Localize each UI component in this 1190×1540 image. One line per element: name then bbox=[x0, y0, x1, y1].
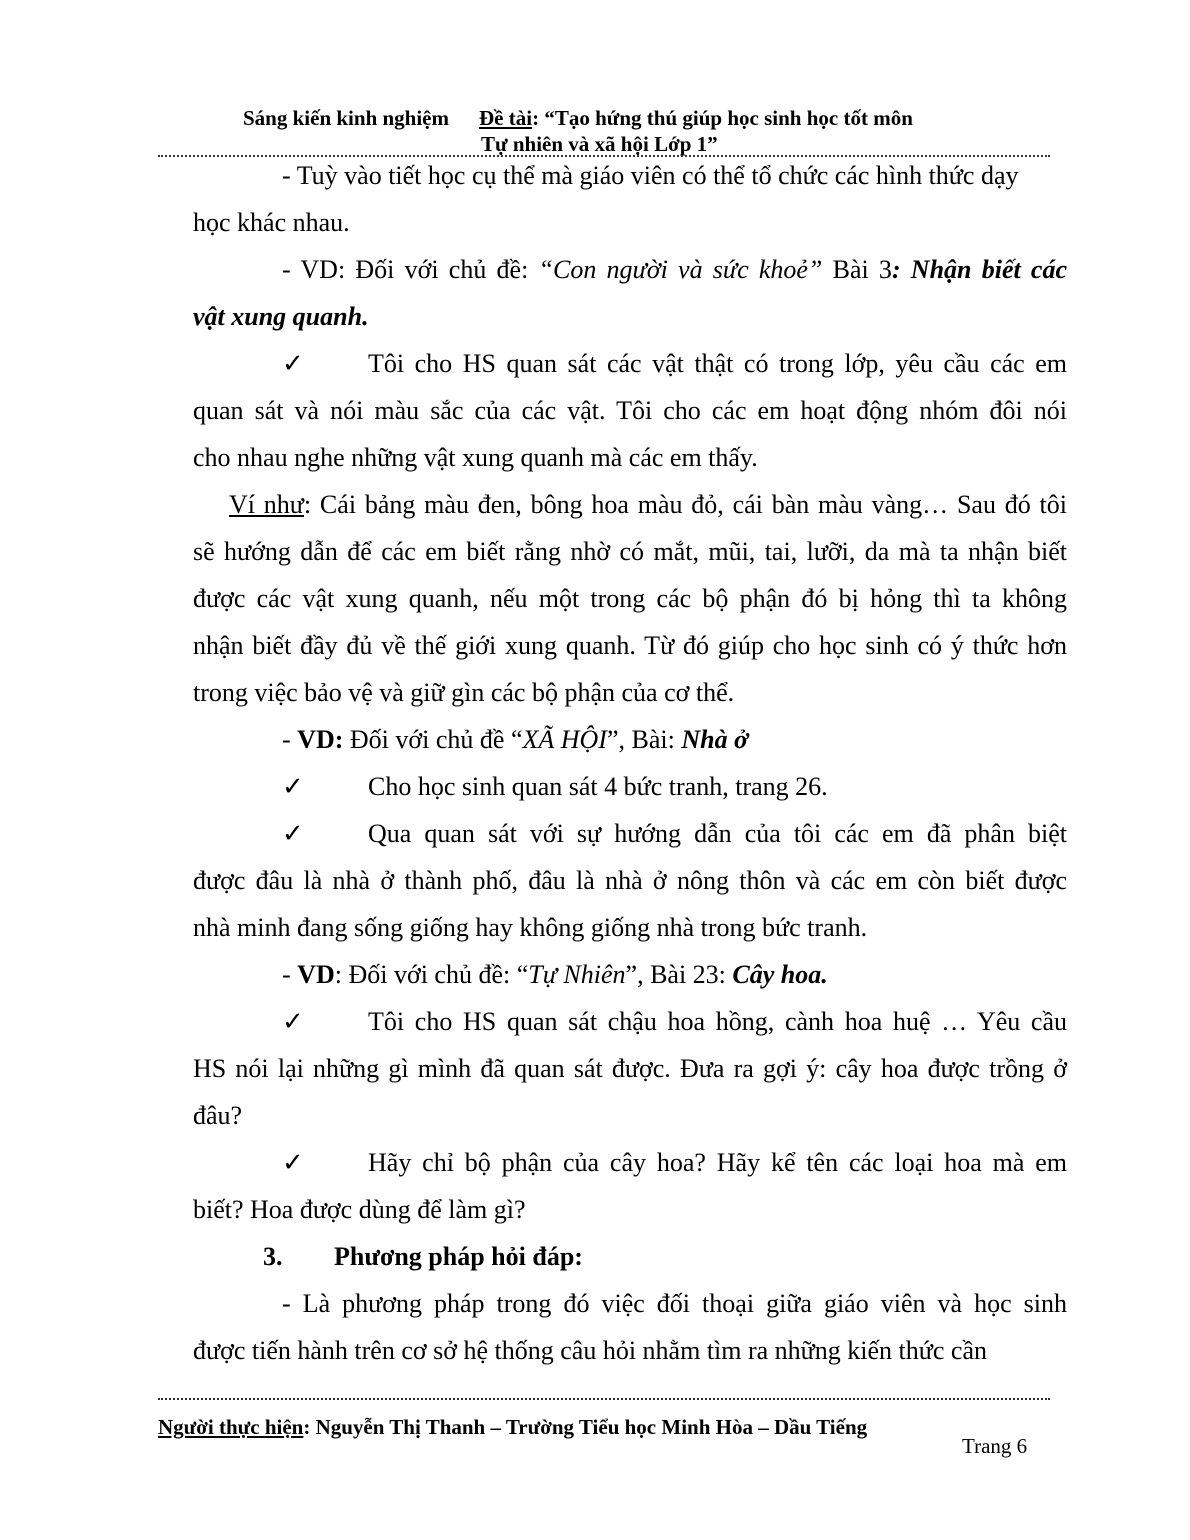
line-07: cho nhau nghe những vật xung quanh mà các em thấy. bbox=[193, 443, 758, 472]
section-number: 3. bbox=[263, 1242, 283, 1271]
line-02: học khác nhau. bbox=[193, 208, 350, 237]
line-09: sẽ hướng dẫn để các em biết rằng nhờ có mắt, mũi, tai, lưỡi, da mà ta nhận biết bbox=[193, 537, 1067, 566]
line-20: HS nói lại những gì mình đã quan sát được. Đưa ra gợi ý: cây hoa được trồng ở bbox=[193, 1054, 1067, 1083]
check-icon: ✓ bbox=[282, 1007, 304, 1036]
line-01: - Tuỳ vào tiết học cụ thể mà giáo viên có thể tổ chức các hình thức dạy bbox=[282, 161, 1019, 190]
line-03-title: : Nhận biết các bbox=[891, 255, 1068, 284]
footer-author-text: : Nguyễn Thị Thanh – Trường Tiểu học Minh Hòa – Dầu Tiếng bbox=[303, 1415, 868, 1439]
line-17: nhà minh đang sống giống hay không giống nhà trong bức tranh. bbox=[193, 913, 868, 942]
footer-divider bbox=[158, 1398, 1050, 1400]
line-08-label: Ví như bbox=[229, 490, 304, 519]
footer-author-label: Người thực hiện bbox=[158, 1415, 304, 1439]
header-line-1 bbox=[243, 106, 913, 131]
line-18-title: Cây hoa. bbox=[732, 960, 828, 989]
line-12: trong việc bảo vệ và giữ gìn các bộ phận của cơ thể. bbox=[193, 678, 735, 707]
line-16: được đâu là nhà ở thành phố, đâu là nhà ở nông thôn và các em còn biết được bbox=[193, 866, 1067, 895]
page-number: Trang 6 bbox=[962, 1434, 1028, 1458]
line-18 bbox=[282, 960, 828, 990]
line-23: biết? Hoa được dùng để làm gì? bbox=[193, 1195, 526, 1224]
line-08 bbox=[229, 490, 1067, 520]
line-21: đâu? bbox=[193, 1101, 243, 1130]
line-18-dash: - bbox=[282, 960, 298, 989]
line-13-text: Đối với chủ đề “ bbox=[343, 725, 523, 754]
line-03 bbox=[282, 255, 1067, 285]
line-18-lesson: ”, Bài 23: bbox=[625, 960, 733, 989]
footer-author bbox=[158, 1415, 867, 1440]
section-title: Phương pháp hỏi đáp: bbox=[334, 1242, 583, 1271]
line-11: nhận biết đầy đủ về thế giới xung quanh. Từ đó giúp cho học sinh có ý thức hơn bbox=[193, 631, 1067, 660]
line-03-topic: “Con người và sức khoẻ” bbox=[538, 255, 823, 284]
check-icon: ✓ bbox=[282, 1148, 304, 1177]
header-divider bbox=[158, 155, 1050, 157]
header-topic-label: Đề tài bbox=[479, 106, 533, 130]
line-26: được tiến hành trên cơ sở hệ thống câu hỏi nhằm tìm ra những kiến thức cần bbox=[193, 1336, 987, 1365]
line-13-dash: - bbox=[282, 725, 298, 754]
line-13-vd: VD: bbox=[297, 725, 344, 754]
line-03-prefix: - VD: Đối với chủ đề: bbox=[282, 255, 539, 284]
check-icon: ✓ bbox=[282, 819, 304, 848]
line-13-title: Nhà ở bbox=[681, 725, 749, 754]
line-13-topic: XÃ HỘI bbox=[522, 725, 607, 754]
line-10: được các vật xung quanh, nếu một trong các bộ phận đó bị hỏng thì ta không bbox=[193, 584, 1067, 613]
line-06: quan sát và nói màu sắc của các vật. Tôi cho các em hoạt động nhóm đôi nói bbox=[193, 396, 1067, 425]
line-19: Tôi cho HS quan sát chậu hoa hồng, cành hoa huệ … Yêu cầu bbox=[368, 1007, 1067, 1036]
line-18-vd: VD bbox=[297, 960, 335, 989]
check-icon: ✓ bbox=[282, 772, 304, 801]
line-18-topic: Tự Nhiên bbox=[528, 960, 626, 989]
line-13 bbox=[282, 725, 748, 755]
line-14: Cho học sinh quan sát 4 bức tranh, trang 26. bbox=[368, 772, 828, 801]
line-03-lesson: Bài 3 bbox=[822, 255, 892, 284]
line-25: - Là phương pháp trong đó việc đối thoại giữa giáo viên và học sinh bbox=[282, 1289, 1067, 1318]
header-doc-type: Sáng kiến kinh nghiệm bbox=[243, 106, 450, 130]
line-18-text: : Đối với chủ đề: “ bbox=[334, 960, 529, 989]
line-05: Tôi cho HS quan sát các vật thật có trong lớp, yêu cầu các em bbox=[368, 349, 1067, 378]
header-topic-line-2: Tự nhiên và xã hội Lớp 1” bbox=[481, 132, 718, 156]
line-13-lesson: ”, Bài: bbox=[606, 725, 682, 754]
header-topic-line-1: : “Tạo hứng thú giúp học sinh học tốt môn bbox=[532, 106, 913, 130]
line-15: Qua quan sát với sự hướng dẫn của tôi các em đã phân biệt bbox=[368, 819, 1067, 848]
line-22: Hãy chỉ bộ phận của cây hoa? Hãy kể tên các loại hoa mà em bbox=[368, 1148, 1067, 1177]
line-04: vật xung quanh. bbox=[193, 302, 369, 331]
line-08-text: : Cái bảng màu đen, bông hoa màu đỏ, cái bàn màu vàng… Sau đó tôi bbox=[303, 490, 1068, 519]
check-icon: ✓ bbox=[282, 349, 304, 378]
